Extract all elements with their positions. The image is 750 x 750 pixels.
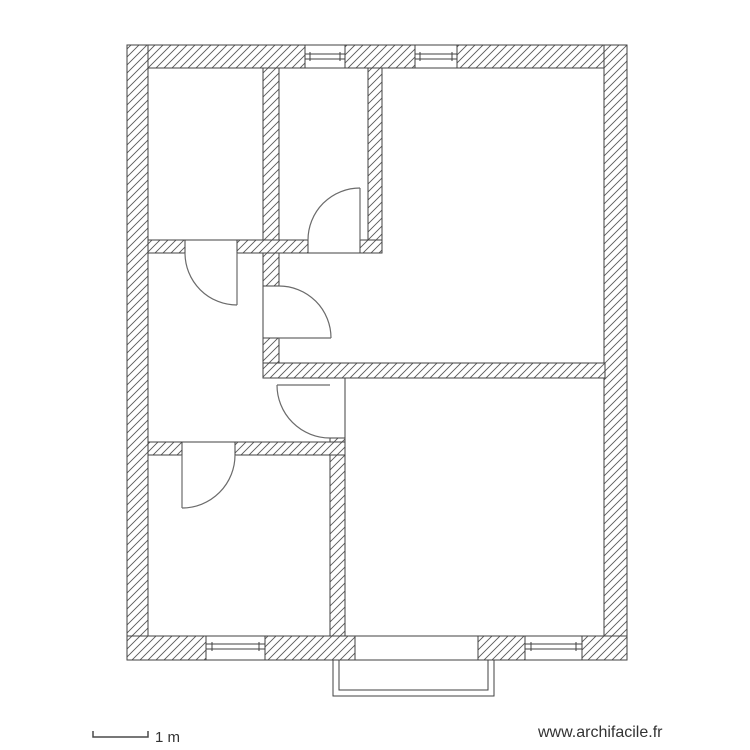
wall-h2	[263, 363, 605, 378]
door-topright-room	[263, 286, 331, 338]
door-swing-arc	[279, 286, 331, 338]
window-top-2	[415, 45, 457, 68]
wall-v2	[368, 68, 382, 253]
door-bottomleft-room	[182, 442, 235, 508]
wall-h3-b	[235, 442, 345, 455]
window-bottom-2	[525, 636, 582, 660]
wall-h1-b	[237, 240, 308, 253]
door-swing-arc	[185, 253, 237, 305]
footer	[93, 724, 663, 746]
door-topmiddle-room	[308, 188, 360, 253]
porch-step	[333, 660, 494, 696]
door-swing-arc	[308, 188, 360, 240]
wall-v1-upper	[263, 68, 279, 240]
door-topleft-room	[185, 240, 237, 305]
walls	[127, 45, 627, 660]
scale-bar	[93, 731, 148, 737]
wall-h1-c	[360, 240, 382, 253]
wall-outer-right	[604, 45, 627, 660]
watermark-text: www.archifacile.fr	[538, 724, 663, 741]
windows	[206, 45, 582, 660]
door-swing-arc	[277, 385, 330, 438]
wall-v1-mid	[263, 253, 279, 286]
scale-label: 1 m	[155, 729, 181, 746]
french-door-opening	[355, 636, 478, 660]
wall-outer-left	[127, 45, 148, 660]
window-top-1	[305, 45, 345, 68]
wall-outer-top	[127, 45, 627, 68]
wall-h1-a	[148, 240, 185, 253]
wall-h3-a	[148, 442, 182, 455]
window-bottom-1	[206, 636, 265, 660]
wall-v3	[330, 438, 345, 636]
door-swing-arc	[182, 455, 235, 508]
door-bottomright-room	[277, 378, 345, 438]
